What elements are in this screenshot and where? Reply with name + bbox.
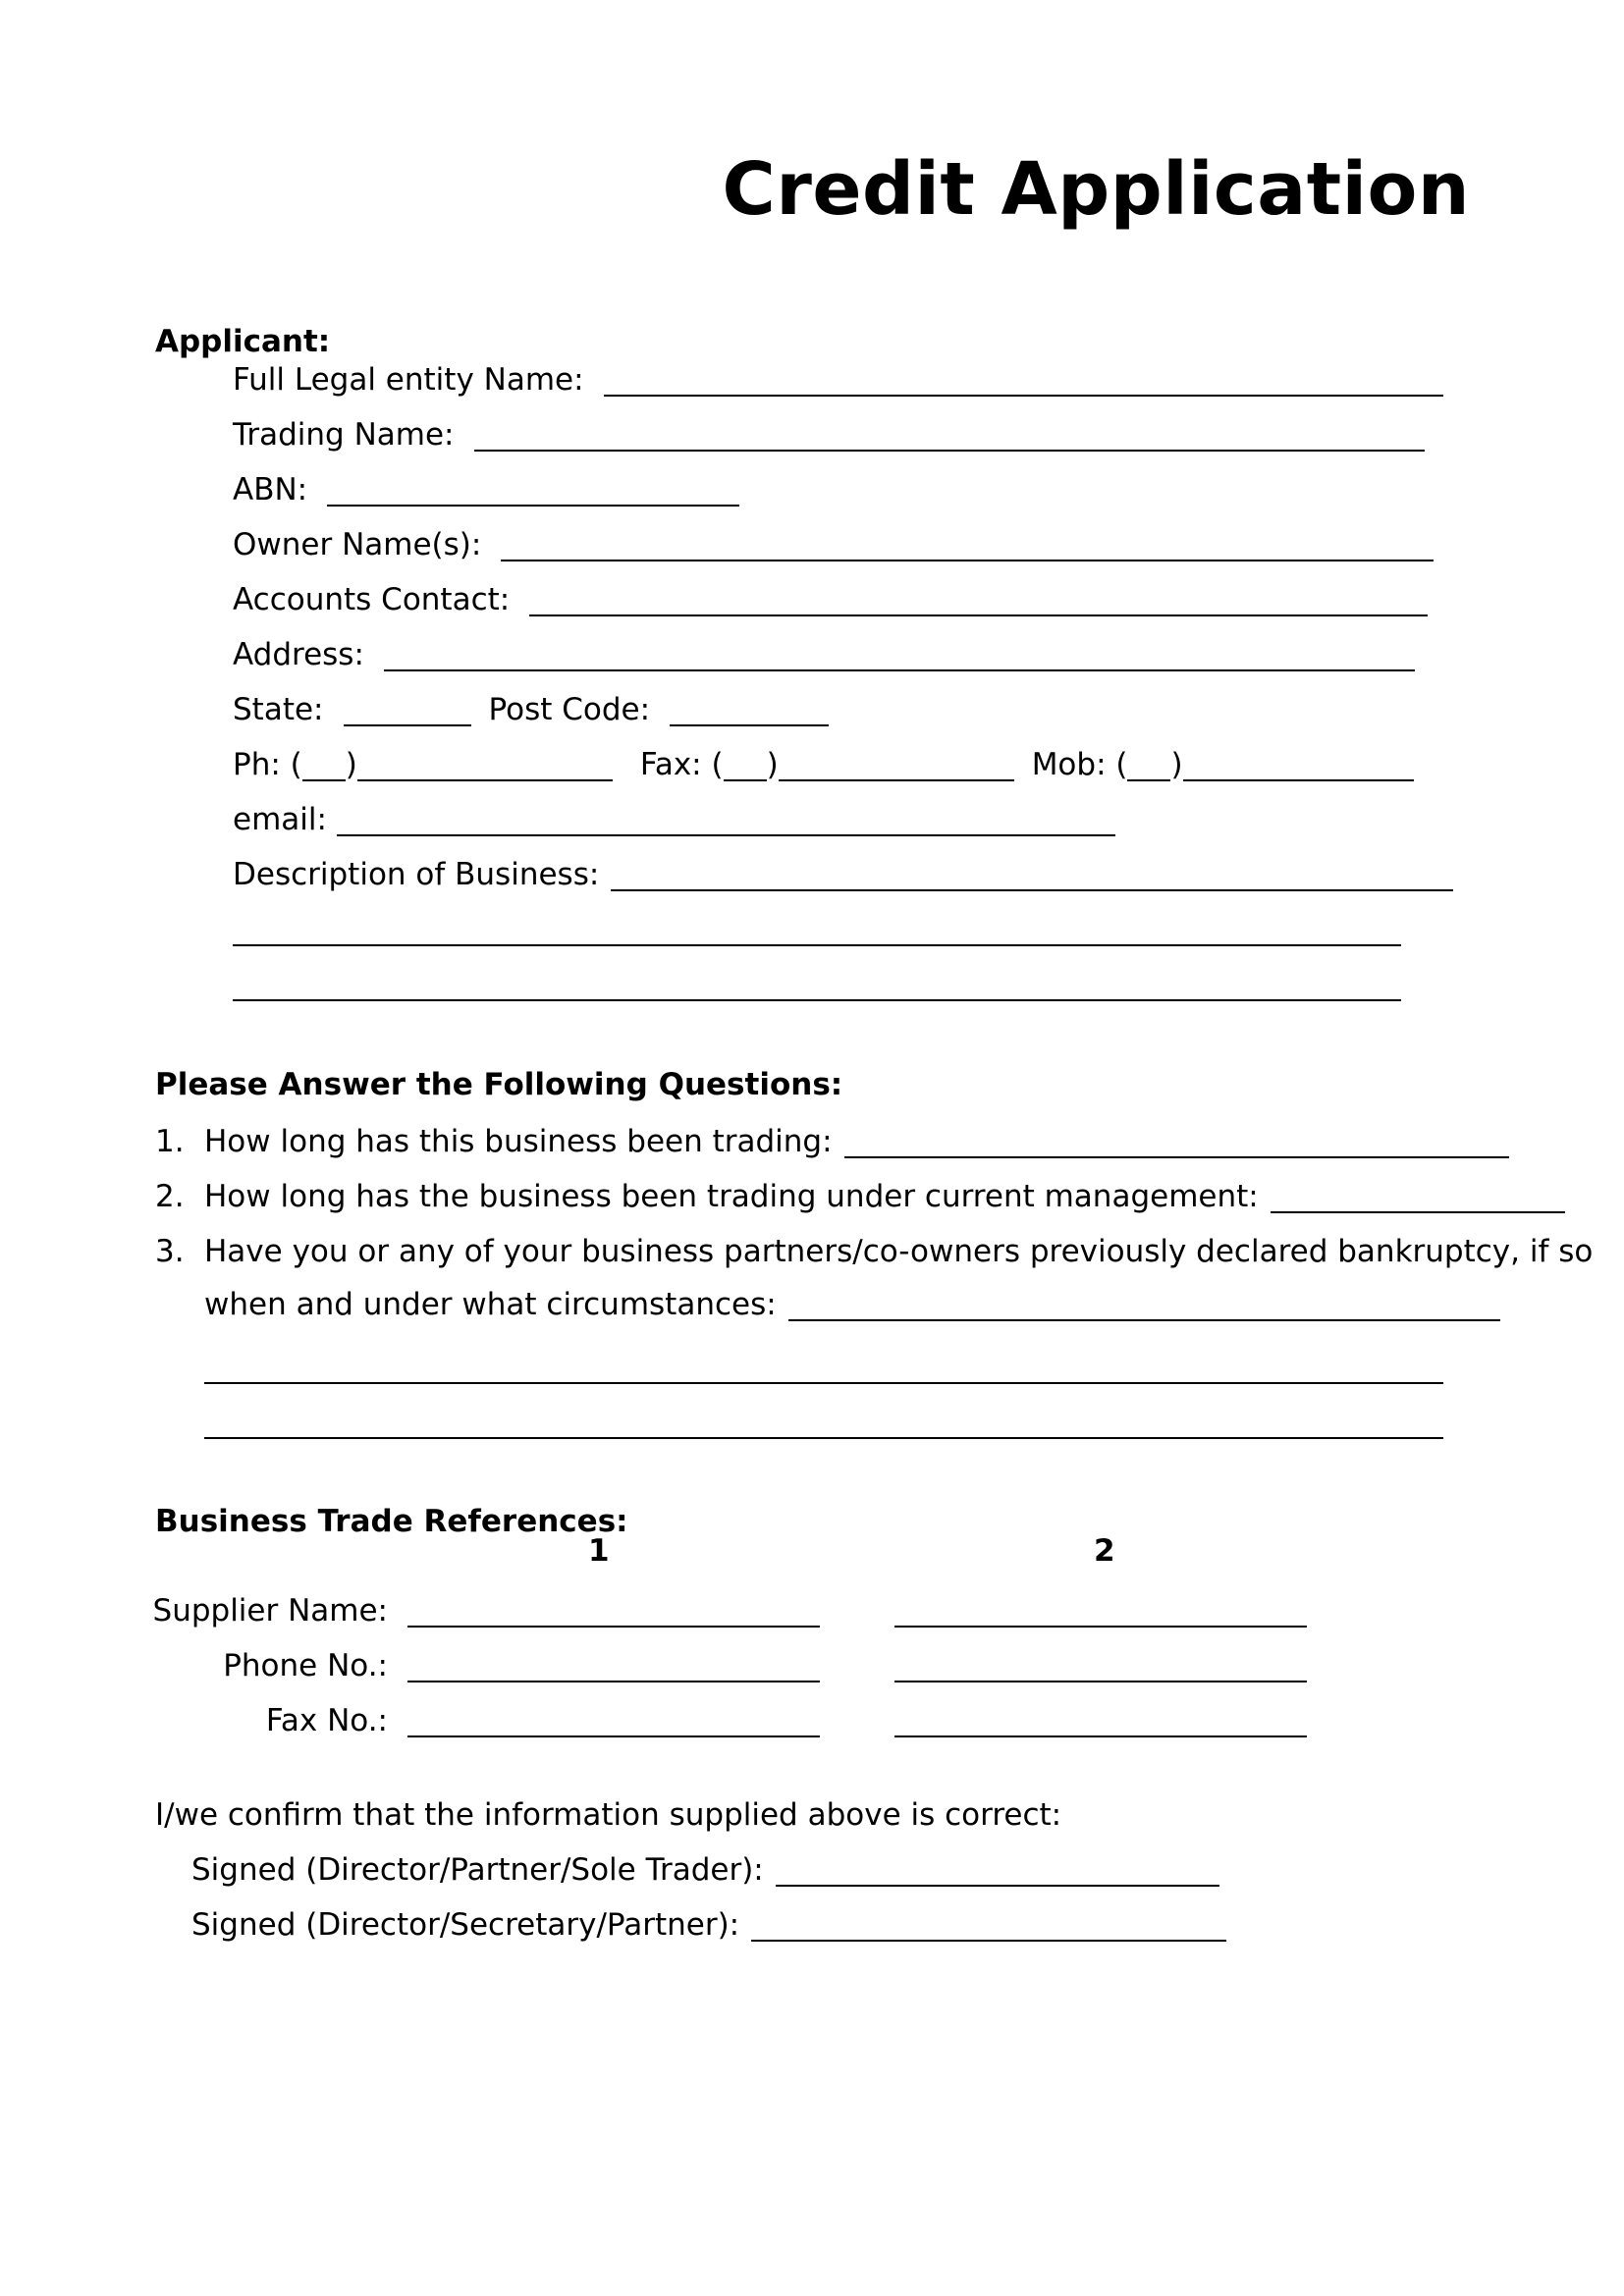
full-legal-name-row [233,353,1443,397]
email-row [233,793,1115,836]
supplier-name-label: Supplier Name: [152,1593,388,1629]
mob-number-field[interactable] [1183,750,1414,781]
question-1-answer-field[interactable] [844,1127,1509,1158]
phone-no-field-1[interactable] [407,1651,820,1682]
confirmation-statement: I/we confirm that the information supplied above is correct: [155,1797,1062,1833]
references-heading: Business Trade References: [155,1504,628,1539]
question-2-row [155,1170,1565,1213]
accounts-contact-row [233,573,1428,616]
question-3-answer-field-line-2[interactable] [204,1353,1443,1384]
question-3-number: 3. [155,1234,185,1269]
trading-name-label: Trading Name: [233,417,455,453]
mob-paren-close: ) [1170,747,1183,782]
description-field-line-2[interactable] [233,915,1401,946]
question-1-number: 1. [155,1124,185,1159]
state-label: State: [233,692,324,727]
address-row [233,628,1415,671]
owner-names-label: Owner Name(s): [233,527,482,562]
trading-name-row [233,408,1425,452]
question-3-answer-field-line-3[interactable] [204,1408,1443,1439]
phone-no-label: Phone No.: [223,1648,388,1683]
question-3-line-3 [204,1396,1443,1439]
description-field[interactable] [611,860,1453,891]
question-3-text: Have you or any of your business partners/co-owners previously declared bankruptcy, if so [204,1234,1594,1269]
signed-1-row [191,1843,1219,1887]
fax-label: Fax: ( [639,747,724,782]
abn-label: ABN: [233,472,308,507]
post-code-field[interactable] [670,695,829,726]
accounts-contact-field[interactable] [529,585,1428,616]
signed-2-row [191,1898,1226,1942]
supplier-name-row [137,1584,1307,1628]
fax-number-field[interactable] [779,750,1014,781]
mob-area-code-field[interactable] [1127,750,1170,781]
full-legal-name-label: Full Legal entity Name: [233,362,584,398]
trading-name-field[interactable] [474,420,1425,452]
description-row [233,848,1453,891]
abn-field[interactable] [327,475,739,507]
page-title: Credit Application [722,147,1470,232]
reference-column-1-label: 1 [588,1533,610,1569]
owner-names-row [233,518,1434,561]
question-2-number: 2. [155,1179,185,1214]
state-field[interactable] [344,695,471,726]
state-postcode-row [233,683,829,726]
applicant-heading: Applicant: [155,324,331,359]
ph-paren-close: ) [345,747,357,782]
reference-column-2-label: 2 [1094,1533,1115,1569]
address-label: Address: [233,637,364,672]
question-3-continued-row [204,1278,1500,1321]
signed-1-field[interactable] [776,1855,1219,1887]
confirmation-row [155,1789,1061,1832]
fax-no-field-2[interactable] [894,1706,1307,1737]
mob-label: Mob: ( [1031,747,1128,782]
fax-paren-close: ) [766,747,779,782]
description-line-3 [233,958,1401,1001]
supplier-name-field-2[interactable] [894,1596,1307,1628]
ph-label: Ph: ( [233,747,302,782]
question-1-text: How long has this business been trading: [204,1124,833,1159]
question-3-text-2: when and under what circumstances: [204,1287,777,1322]
question-3-answer-field[interactable] [788,1290,1500,1321]
fax-area-code-field[interactable] [724,750,767,781]
post-code-label: Post Code: [488,692,651,727]
owner-names-field[interactable] [501,530,1434,561]
phone-no-field-2[interactable] [894,1651,1307,1682]
question-2-answer-field[interactable] [1271,1182,1565,1213]
question-3-line-2 [204,1341,1443,1384]
fax-no-row [137,1694,1307,1737]
full-legal-name-field[interactable] [604,365,1443,397]
signed-1-label: Signed (Director/Partner/Sole Trader): [191,1852,764,1888]
supplier-name-field-1[interactable] [407,1596,820,1628]
email-field[interactable] [337,805,1115,836]
signed-2-field[interactable] [751,1910,1226,1942]
phone-no-row [137,1639,1307,1682]
fax-no-field-1[interactable] [407,1706,820,1737]
phone-fax-mob-row [233,738,1414,781]
question-1-row [155,1115,1509,1158]
address-field[interactable] [384,640,1415,671]
email-label: email: [233,802,327,837]
ph-number-field[interactable] [357,750,613,781]
ph-area-code-field[interactable] [302,750,346,781]
description-label: Description of Business: [233,857,600,892]
description-line-2 [233,903,1401,946]
question-2-text: How long has the business been trading under current management: [204,1179,1259,1214]
questions-heading: Please Answer the Following Questions: [155,1067,843,1102]
accounts-contact-label: Accounts Contact: [233,582,511,617]
abn-row [233,463,739,507]
signed-2-label: Signed (Director/Secretary/Partner): [191,1907,740,1943]
description-field-line-3[interactable] [233,970,1401,1001]
fax-no-label: Fax No.: [265,1703,388,1738]
question-3-row [155,1225,1593,1268]
